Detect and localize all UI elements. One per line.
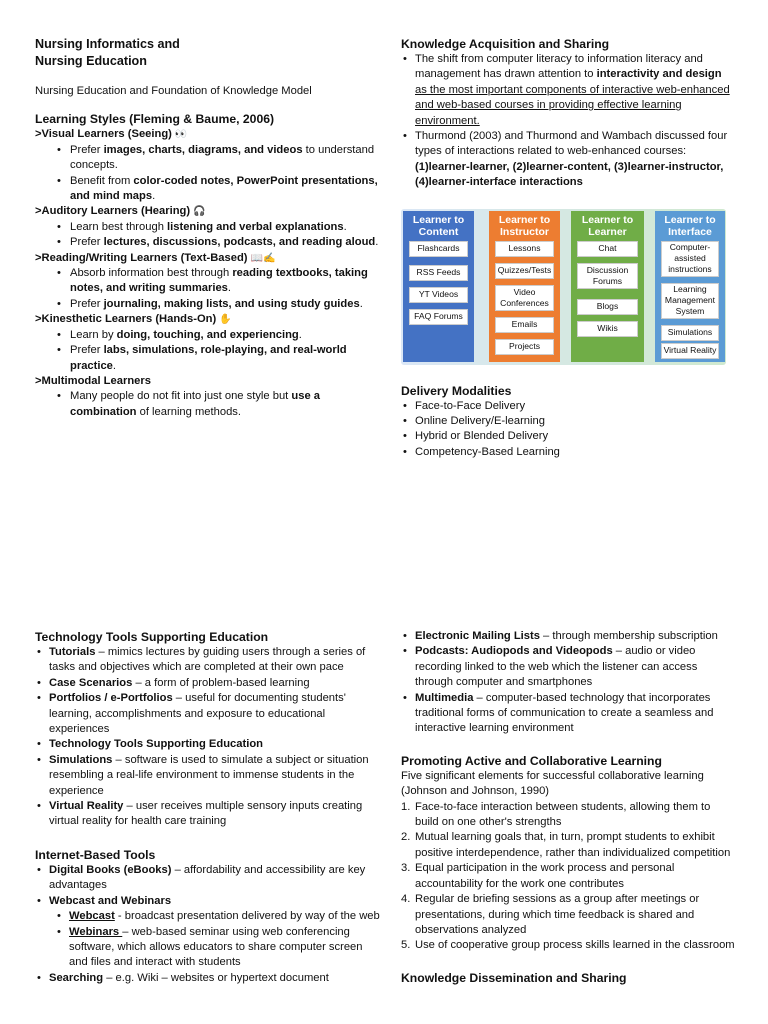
delivery-list (401, 399, 736, 461)
diagram-header: Learner to Interface (664, 213, 716, 238)
list-item: • Benefit from color-coded notes, PowerPoint presentations, and mind maps. (35, 174, 381, 205)
list-item: 1. Face-to-face interaction between students, allowing them to build on one other's strengths (401, 800, 711, 829)
diagram-item: Learning Management System (661, 283, 719, 319)
multimodal-learners: >Multimodal Learners • Many people do not fit into just one style but use a combination of learning methods. (35, 374, 381, 420)
list-item: • Webinars – web-based seminar using web conferencing software, which allows educators to share computer screen and files and interact with students (55, 925, 381, 971)
diagram-item: Projects (495, 339, 554, 355)
list-item: • Electronic Mailing Lists – through membership subscription (401, 629, 736, 644)
diagram-item: FAQ Forums (409, 309, 468, 325)
diagram-header: Learner to Content (412, 213, 465, 238)
tech-tools-heading: Technology Tools Supporting Education (35, 630, 269, 644)
diagram-item: Discussion Forums (577, 263, 638, 289)
right-bottom-column (401, 629, 736, 986)
interaction-types-diagram (401, 209, 726, 365)
internet-tools-heading: Internet-Based Tools (35, 847, 156, 862)
diagram-item: YT Videos (409, 287, 468, 303)
reading-writing-learners: >Reading/Writing Learners (Text-Based) 📖✍ • Absorb information best through reading textbooks, taking notes, and writing summaries. • Prefer journaling, making lists, and using study guides. (35, 251, 381, 313)
list-item: • Face-to-Face Delivery (401, 399, 736, 414)
list-item: • Webcast and Webinars • Webcast - broadcast presentation delivered by way of the web • Webinars – web-based seminar using web conferencing software, which allows educators to share computer screen and files and interact with students (35, 894, 381, 971)
diagram-item: Lessons (495, 241, 554, 257)
headphones-icon: 🎧 (193, 206, 206, 218)
diagram-header: Learner to Learner (581, 213, 634, 238)
list-item: • Online Delivery/E-learning (401, 414, 736, 429)
hand-icon: ✋ (219, 314, 232, 326)
diagram-item: Blogs (577, 299, 638, 315)
diagram-header: Learner to Instructor (498, 213, 551, 238)
list-item: • Tutorials – mimics lectures by guiding users through a series of tasks and objectives which are completed at their own pace (35, 645, 381, 676)
list-item: • Case Scenarios – a form of problem-based learning (35, 676, 381, 691)
list-item: • Competency-Based Learning (401, 445, 736, 460)
diagram-column-interface (655, 211, 725, 362)
auditory-learners: >Auditory Learners (Hearing) 🎧 • Learn best through listening and verbal explanations. • Prefer lectures, discussions, podcasts, and reading aloud. (35, 204, 381, 250)
left-top-column (35, 36, 381, 420)
list-item: • Hybrid or Blended Delivery (401, 429, 736, 444)
list-item: • Searching – e.g. Wiki – websites or hypertext document (35, 971, 381, 986)
diagram-item: Emails (495, 317, 554, 333)
diagram-column-learner (571, 211, 644, 362)
list-item: 2. Mutual learning goals that, in turn, prompt students to exhibit positive interdependence, rather than individualized competition (401, 831, 731, 859)
diagram-item: Flashcards (409, 241, 468, 257)
page-title: Nursing Informatics and Nursing Education (35, 37, 180, 68)
diagram-column-content (403, 211, 474, 362)
visual-learners: >Visual Learners (Seeing) 👀 • Prefer images, charts, diagrams, and videos to understand concepts. • Benefit from color-coded notes, PowerPoint presentations, and mind maps. (35, 127, 381, 204)
list-item: • Podcasts: Audiopods and Videopods – audio or video recording linked to the web which the listener can access through computer and smartphones (401, 644, 736, 690)
list-item: • Virtual Reality – user receives multiple sensory inputs creating virtual reality for health care training (35, 799, 381, 830)
list-item: • Digital Books (eBooks) – affordability and accessibility are key advantages (35, 863, 381, 894)
diagram-item: Simulations (661, 325, 719, 341)
list-item: • The shift from computer literacy to information literacy and management has drawn attention to interactivity and design as the most important components of interactive web-enhanced and web-based courses in providing effective learning environment. (401, 52, 736, 129)
list-item: 3. Equal participation in the work process and personal accountability for the work one contributes (401, 862, 675, 890)
list-item: • Learn best through listening and verbal explanations. (35, 220, 381, 235)
list-item: • Portfolios / e-Portfolios – useful for documenting students' learning, accomplishments and exposure to educational experiences (35, 691, 381, 737)
list-item: • Technology Tools Supporting Education (35, 737, 381, 752)
diagram-item: Wikis (577, 321, 638, 337)
knowledge-dissemination-heading: Knowledge Dissemination and Sharing (401, 970, 627, 985)
left-bottom-column (35, 629, 381, 986)
knowledge-acquisition-heading: Knowledge Acquisition and Sharing (401, 37, 610, 51)
diagram-item: Video Conferences (495, 285, 554, 311)
right-top-column (401, 36, 736, 460)
diagram-column-instructor (489, 211, 560, 362)
list-item: • Prefer lectures, discussions, podcasts, and reading aloud. (35, 235, 381, 250)
diagram-item: Computer-assisted instructions (661, 241, 719, 277)
diagram-item: RSS Feeds (409, 265, 468, 281)
eyes-icon: 👀 (174, 129, 188, 141)
kinesthetic-learners: >Kinesthetic Learners (Hands-On) ✋ • Learn by doing, touching, and experiencing. • Prefer labs, simulations, role-playing, and real-world practice. (35, 312, 381, 374)
list-item: 4. Regular de briefing sessions as a group after meetings or presentations, during which time feedback is shared and observations analyzed (401, 893, 700, 936)
list-item: • Many people do not fit into just one style but use a combination of learning methods. (35, 389, 381, 420)
diagram-item: Virtual Reality (661, 343, 719, 359)
delivery-modalities-heading: Delivery Modalities (401, 383, 512, 398)
book-pen-icon: 📖✍ (250, 252, 276, 264)
list-item: • Prefer images, charts, diagrams, and videos to understand concepts. (35, 143, 381, 174)
list-item: • Webcast - broadcast presentation delivered by way of the web (55, 909, 381, 924)
learning-styles-heading: Learning Styles (Fleming & Baume, 2006) (35, 112, 275, 127)
list-item: • Simulations – software is used to simulate a subject or situation resembling a real-life environment to immense students in the experience (35, 753, 381, 799)
list-item: • Thurmond (2003) and Thurmond and Wambach discussed four types of interactions related to web-enhanced courses: (1)learner-learner, (2)learner-content, (3)learner-instructor, (4)learner-interface interactions (401, 129, 736, 191)
list-item: 5. Use of cooperative group process skills learned in the classroom (401, 939, 735, 952)
list-item: • Multimedia – computer-based technology that incorporates traditional forms of communication to create a seamless and interactive learning environment (401, 691, 736, 737)
list-item: • Prefer labs, simulations, role-playing, and real-world practice. (35, 343, 381, 374)
collaborative-intro: Five significant elements for successful collaborative learning (Johnson and Johnson, 1990) (401, 769, 704, 798)
list-item: • Prefer journaling, making lists, and using study guides. (35, 297, 381, 312)
list-item: • Learn by doing, touching, and experiencing. (35, 328, 381, 343)
diagram-item: Chat (577, 241, 638, 257)
model-subtitle: Nursing Education and Foundation of Knowledge Model (35, 85, 312, 97)
collaborative-learning-heading: Promoting Active and Collaborative Learning (401, 753, 662, 768)
diagram-item: Quizzes/Tests (495, 263, 554, 279)
list-item: • Absorb information best through reading textbooks, taking notes, and writing summaries. (35, 266, 381, 297)
